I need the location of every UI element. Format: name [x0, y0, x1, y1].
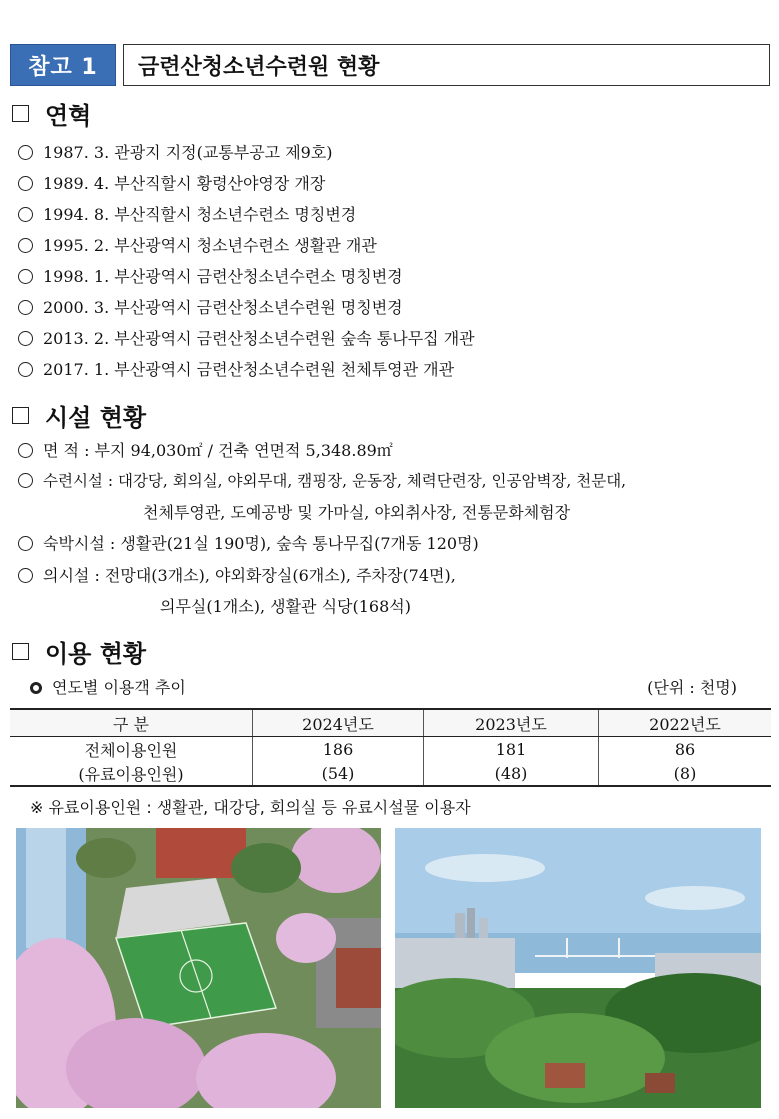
- facility-training: 수련시설 : 대강당, 회의실, 야외무대, 캠핑장, 운동장, 체력단련장, 인공암벽장, 천문대,: [18, 469, 626, 491]
- table-cell: (54): [253, 761, 424, 786]
- unit-label: (단위 : 천명): [647, 678, 737, 697]
- history-item: 1989. 4. 부산직할시 황령산야영장 개장: [18, 171, 325, 194]
- page-title: 금련산청소년수련원 현황: [123, 44, 770, 86]
- usage-heading: 이용 현황: [12, 634, 146, 669]
- reference-badge: 참고 1: [10, 44, 116, 86]
- circle-bullet-icon: [18, 473, 33, 488]
- history-item: 1995. 2. 부산광역시 청소년수련소 생활관 개관: [18, 233, 377, 256]
- circle-bullet-icon: [18, 269, 33, 284]
- table-header: 구 분: [10, 709, 253, 737]
- history-item: 1998. 1. 부산광역시 금련산청소년수련소 명칭변경: [18, 264, 403, 287]
- table-header: 2022년도: [599, 709, 772, 737]
- city-view-photo: [395, 828, 761, 1108]
- table-cell: 181: [424, 737, 599, 762]
- facility-etc: 의시설 : 전망대(3개소), 야외화장실(6개소), 주차장(74면),: [18, 563, 456, 586]
- table-row: [10, 737, 771, 762]
- table-cell: 86: [599, 737, 772, 762]
- facility-etc-cont: 의무실(1개소), 생활관 식당(168석): [160, 597, 411, 616]
- history-item: 2000. 3. 부산광역시 금련산청소년수련원 명칭변경: [18, 295, 403, 318]
- circle-bullet-icon: [18, 443, 33, 458]
- table-row: [10, 761, 771, 786]
- circle-bullet-icon: [18, 568, 33, 583]
- circle-bullet-icon: [18, 238, 33, 253]
- table-cell: 186: [253, 737, 424, 762]
- table-cell: 전체이용인원: [84, 740, 178, 760]
- circle-bullet-icon: [18, 145, 33, 160]
- facilities-heading: 시설 현황: [12, 398, 146, 433]
- circle-bullet-icon: [18, 536, 33, 551]
- square-bullet-icon: [12, 105, 29, 122]
- facility-area: 면 적 : 부지 94,030㎡ / 건축 연면적 5,348.89㎡: [18, 438, 393, 461]
- aerial-photo-image: [16, 828, 381, 1108]
- table-header: 2024년도: [253, 709, 424, 737]
- circle-bullet-icon: [18, 207, 33, 222]
- table-cell: (8): [599, 761, 772, 786]
- table-header: 2023년도: [424, 709, 599, 737]
- history-item: 1987. 3. 관광지 지정(교통부공고 제9호): [18, 140, 333, 163]
- city-view-photo-image: [395, 828, 761, 1108]
- circle-bullet-icon: [18, 362, 33, 377]
- square-bullet-icon: [12, 407, 29, 424]
- usage-table: [10, 708, 771, 787]
- history-item: 2017. 1. 부산광역시 금련산청소년수련원 천체투영관 개관: [18, 357, 454, 380]
- document-header: [10, 44, 770, 86]
- circle-bullet-icon: [18, 331, 33, 346]
- square-bullet-icon: [12, 643, 29, 660]
- table-cell: (48): [424, 761, 599, 786]
- circle-bullet-icon: [18, 176, 33, 191]
- usage-subheading: 연도별 이용객 추이: [30, 675, 186, 698]
- history-heading: 연혁: [12, 96, 91, 131]
- circle-bullet-icon: [18, 300, 33, 315]
- usage-note: ※ 유료이용인원 : 생활관, 대강당, 회의실 등 유료시설물 이용자: [30, 798, 471, 817]
- aerial-photo: [16, 828, 381, 1108]
- history-item: 1994. 8. 부산직할시 청소년수련소 명칭변경: [18, 202, 356, 225]
- history-item: 2013. 2. 부산광역시 금련산청소년수련원 숲속 통나무집 개관: [18, 326, 475, 349]
- facility-lodging: 숙박시설 : 생활관(21실 190명), 숲속 통나무집(7개동 120명): [18, 531, 479, 554]
- ring-bullet-icon: [30, 682, 42, 694]
- table-cell: (유료이용인원): [10, 761, 253, 786]
- facility-training-cont: 천체투영관, 도예공방 및 가마실, 야외취사장, 전통문화체험장: [143, 503, 571, 522]
